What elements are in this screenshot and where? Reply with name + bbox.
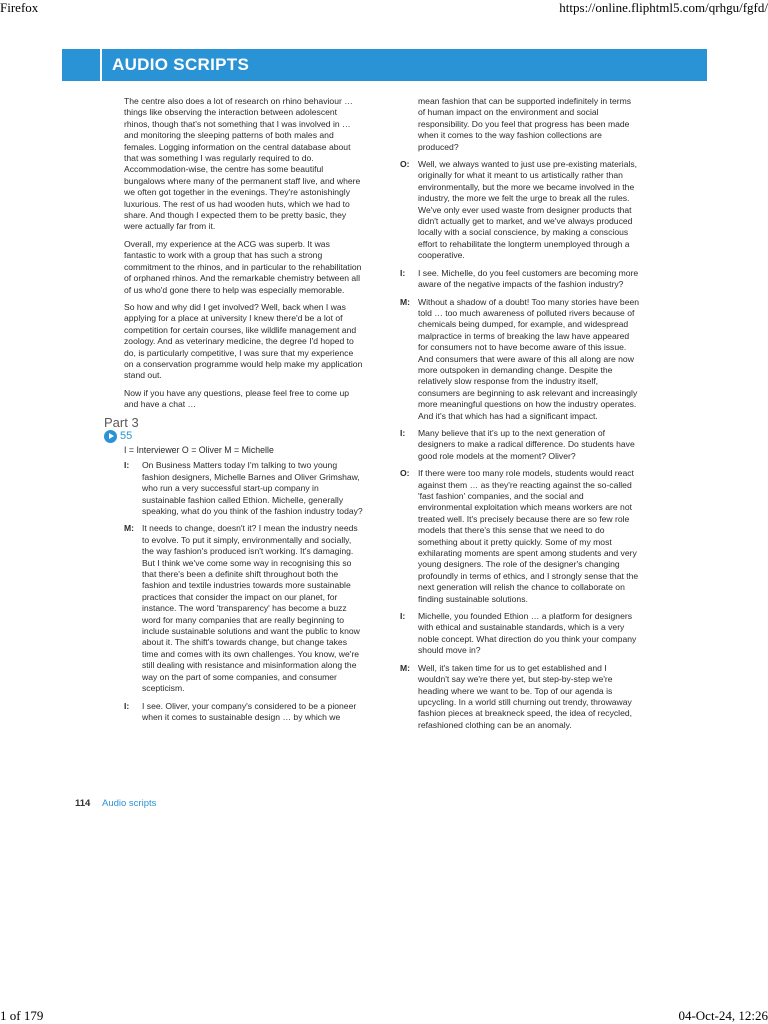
dialogue-turn [124, 460, 364, 517]
dialogue-turn [400, 297, 640, 422]
dialogue-text: Without a shadow of a doubt! Too many stories have been told … too much awareness of polluted rivers because of chemicals being dumped, for example, and widespread malpractice in terms of breaking the law have appeared for consumers not to have become aware of this issue. And consumers that were aware of this all along are now more outspoken in demanding change. Despite the relatively slow response from the industry itself, consumers are beginning to ask relevant and increasingly more meaningful questions on how the industry operates. And it's that which has had a significant impact. [418, 296, 640, 421]
dialogue-text: Well, it's taken time for us to get established and I wouldn't say we're there yet, but step-by-step we're heading where we want to be. Top of our agenda is upcycling. In a world still churning out trendy, throwaway fashion pieces at breakneck speed, the idea of recycled, refashioned clothing can be an anomaly. [418, 662, 633, 730]
dialogue-turn [400, 611, 640, 657]
speaker-label: M: [400, 296, 411, 307]
dialogue-text: It needs to change, doesn't it? I mean the industry needs to evolve. To put it simply, environmentally and socially, the way fashion's produced isn't working. It's damaging. But I think we've come some way in recognising this so that there's been a definite shift throughout both the fashion and textile industries towards more sustainable practices that consider the impact on our planet, for instance. The word 'transparency' has become a buzz word for many companies that are really beginning to include sustainable solutions and want the public to know about it. The shift's towards change, but change takes time and comes with its own challenges. You know, we're still dealing with resistance and misinformation along the way on the part of some companies, and consumer scepticism. [142, 523, 360, 694]
page-section-label: Audio scripts [102, 798, 157, 809]
dialogue-text: Many believe that it's up to the next generation of designers to make a radical difference. Do students have good role models at the moment? Oliver? [418, 427, 635, 461]
speaker-legend: I = Interviewer O = Oliver M = Michelle [124, 444, 274, 455]
paragraph: So how and why did I get involved? Well, back when I was applying for a place at university I knew there'd be a lot of competition for certain courses, like wildlife management and zoology. And as veterinary medicine, the degree I'd hoped to do, is particularly competitive, I was sure that my experience on a conservation programme would help make my application stand out. [124, 301, 363, 381]
left-column [104, 96, 364, 729]
section-banner [62, 49, 707, 81]
right-column [400, 96, 640, 737]
page-number: 114 [75, 798, 91, 809]
speaker-label: O: [400, 159, 410, 170]
paragraph: Now if you have any questions, please feel free to come up and have a chat … [124, 387, 350, 410]
banner-title: AUDIO SCRIPTS [112, 55, 250, 74]
dialogue-continuation: mean fashion that can be supported indefinitely in terms of human impact on the environment and social responsibility. Do you feel that progress has been made when it comes to the way fashion collections are produced? [418, 96, 632, 152]
speaker-label: I: [124, 700, 130, 711]
speaker-label: M: [400, 662, 411, 673]
dialogue-turn [400, 428, 640, 462]
dialogue-text: If there were too many role models, students would react against them … as they're reacting against the so-called 'fast fashion' companies, and the social and environmental exploitation which means workers are not treated well. It's precisely because there are so few role models that there's this sense that we need to do something about it pretty quickly. Some of my most exhilarating moments are spent among students and very young designers. The role of the designer's changing profoundly in terms of ethics, and I strongly sense that the next generation will relish the chance to collaborate on finding sustainable solutions. [418, 468, 639, 604]
speaker-label: I: [400, 611, 406, 622]
speaker-label: M: [124, 523, 135, 534]
dialogue-turn [400, 468, 640, 605]
viewer-datetime: 04-Oct-24, 12:26 [678, 1008, 768, 1023]
dialogue-text: On Business Matters today I'm talking to two young fashion designers, Michelle Barnes and Oliver Grimshaw, who run a very successful start-up company in sustainable fashion called Ethion. Michelle, generally speaking, what do you think of the fashion industry today? [142, 460, 363, 516]
speaker-label: O: [400, 468, 410, 479]
dialogue-turn [400, 663, 640, 731]
dialogue-text: I see. Oliver, your company's considered to be a pioneer when it comes to sustainable design … by which we [142, 700, 357, 722]
browser-app-name: Firefox [0, 0, 39, 15]
banner-divider [100, 49, 102, 81]
dialogue-text: Well, we always wanted to just use pre-existing materials, originally for what it meant to us artistically rather than environmentally, but the more we became involved in the industry, the more we felt the urge to break all the rules. We've only ever used waste from designer products that didn't actually get to market, and we've always produced locally with a social conscience, by making a conscious effort to rehabilitate the longterm unemployed through a cooperative. [418, 159, 638, 261]
dialogue-text: Michelle, you founded Ethion … a platform for designers with ethical and sustainable standards, which is a very noble concept. What direction do you think your company should move in? [418, 611, 637, 656]
speaker-label: I: [400, 427, 406, 438]
paragraph: Overall, my experience at the ACG was superb. It was fantastic to work with a group that has such a strong commitment to the rhinos, and in particular to the rehabilitation of orphaned rhinos. And the remarkable chemistry between all of us who'd gone there to help was especially memorable. [124, 238, 362, 295]
browser-url: https://online.fliphtml5.com/qrhgu/fgfd/ [559, 0, 768, 15]
dialogue-turn [400, 159, 640, 262]
speaker-label: I: [124, 460, 130, 471]
part-heading: Part 3 [104, 414, 139, 430]
dialogue-text: I see. Michelle, do you feel customers are becoming more aware of the negative impacts of the fashion industry? [418, 267, 639, 290]
viewer-page-count: 1 of 179 [0, 1008, 44, 1023]
dialogue-turn [124, 701, 364, 724]
dialogue-turn [124, 523, 364, 694]
dialogue-turn [400, 268, 640, 291]
play-icon[interactable] [104, 430, 117, 443]
paragraph: The centre also does a lot of research on rhino behaviour … things like observing the interaction between adolescent rhinos, though that's not something that I was involved in … and monitoring the sleeping patterns of both males and females. Logging information on the central database about that was something I was regularly required to do. Accommodation-wise, the centre has some beautiful bungalows where many of the permanent staff live, and where we often got together in the evenings. They're astonishingly luxurious. The rest of us had wooden huts, which we had to share. And though I expected them to be pretty basic, they were actually far from it. [124, 96, 361, 232]
audio-track[interactable] [104, 430, 364, 443]
track-number: 55 [120, 429, 133, 442]
speaker-label: I: [400, 267, 406, 278]
